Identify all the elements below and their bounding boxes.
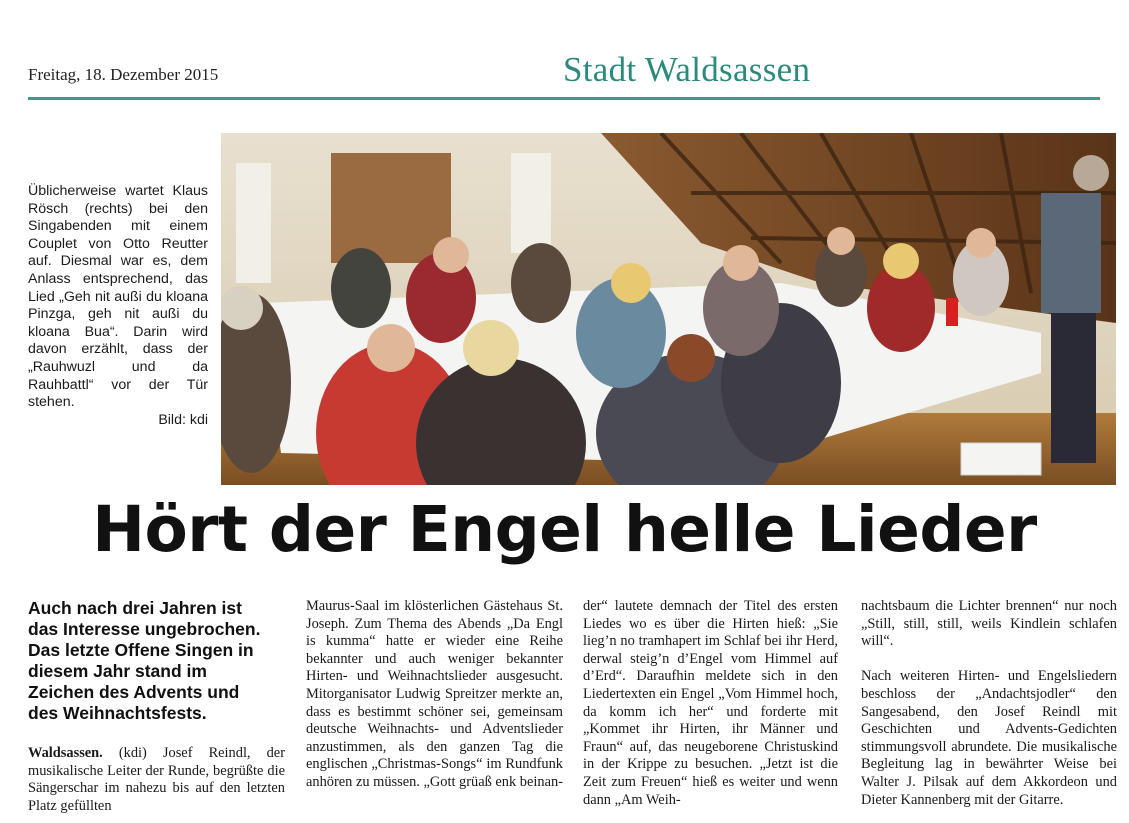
section-title: Stadt Waldsassen (563, 50, 811, 89)
column-1-text: (kdi) Josef Reindl, der musikalische Leiter der Runde, begrüßte die Sängerschar im nahezu bis auf den letzten Platz gefüllten (28, 745, 285, 814)
column-4-paragraph-1: nachtsbaum die Lichter brennen“ nur noch „Still, still, still, weils Kindlein schlafen will“. (861, 598, 1117, 650)
column-4-paragraph-2: Nach weiteren Hirten- und Engelsliedern beschloss der „Andachtsjodler“ den Sangesabend, den Josef Reindl mit Geschichten und Advents-Gedichten stimmungsvoll abrundete. Die musikalische Begleitung lag in bewährter Weise bei Walter J. Pilsak auf dem Akkordeon und Dieter Kannenberg mit der Gitarre. (861, 668, 1117, 808)
caption-text: Üblicherweise wartet Klaus Rösch (rechts) bei den Singabenden mit einem Couplet von Otto Reutter auf. Diesmal war es, dem Anlass entsprechend, das Lied „Geh nit außi du kloana Pinzga, geh nit außi du kloana Bua“. Darin wird davon erzählt, dass der „Rauhwuzl und da Rauhbattl“ vor der Tür stehen. (28, 183, 208, 411)
dateline: Waldsassen. (28, 745, 103, 761)
page-header (28, 48, 1100, 100)
photo-caption (28, 183, 208, 429)
article-column-2: Maurus-Saal im klösterlichen Gästehaus St. Joseph. Zum Thema des Abends „Da Engl is kumma“ hatte er wieder eine Reihe bekannter und auch weniger bekannter Hirten- und Weihnachtslieder ausgesucht. Mitorganisator Ludwig Spreitzer merkte an, dass es bestimmt schöner sei, gemeinsam deutsche Weihnachts- und Adventslieder anzustimmen, als den ganzen Tag die englischen „Christmas-Songs“ im Rundfunk anhören zu müssen. „Gott grüaß enk beinan- (306, 598, 563, 790)
article-column-4 (861, 598, 1117, 823)
photo-illustration (221, 133, 1116, 485)
article-column-3: der“ lautete demnach der Titel des ersten Liedes wo es über die Hirten hieß: „Sie lieg’n no tramhapert im Schlaf bei ihr Herd, derwal steig’n d’Engel vom Himmel auf d’Erd“. Daraufhin meldete sich in den Liedertexten ein Engel „Vom Himmel hoch, da komm ich her“ und forderte mit „Kommet ihr Hirten, ihr Männer und Fraun“ auf, das neugeborene Christuskind in der Krippe zu besuchen. „Jetzt ist die Zeit zum Freuen“ hieß es weiter und wenn dann „Am Weih- (583, 598, 838, 808)
headline: Hört der Engel helle Lieder (92, 493, 1037, 566)
lead-paragraph: Auch nach drei Jahren ist das Interesse ungebrochen. Das letzte Offene Singen in diesem Jahr stand im Zeichen des Advents und des Weihnachtsfests. (28, 598, 261, 723)
article-photo (221, 133, 1116, 485)
issue-date: Freitag, 18. Dezember 2015 (28, 65, 219, 84)
header-rule (28, 97, 1100, 100)
photo-credit: Bild: kdi (158, 411, 208, 428)
article-column-1 (28, 745, 285, 815)
